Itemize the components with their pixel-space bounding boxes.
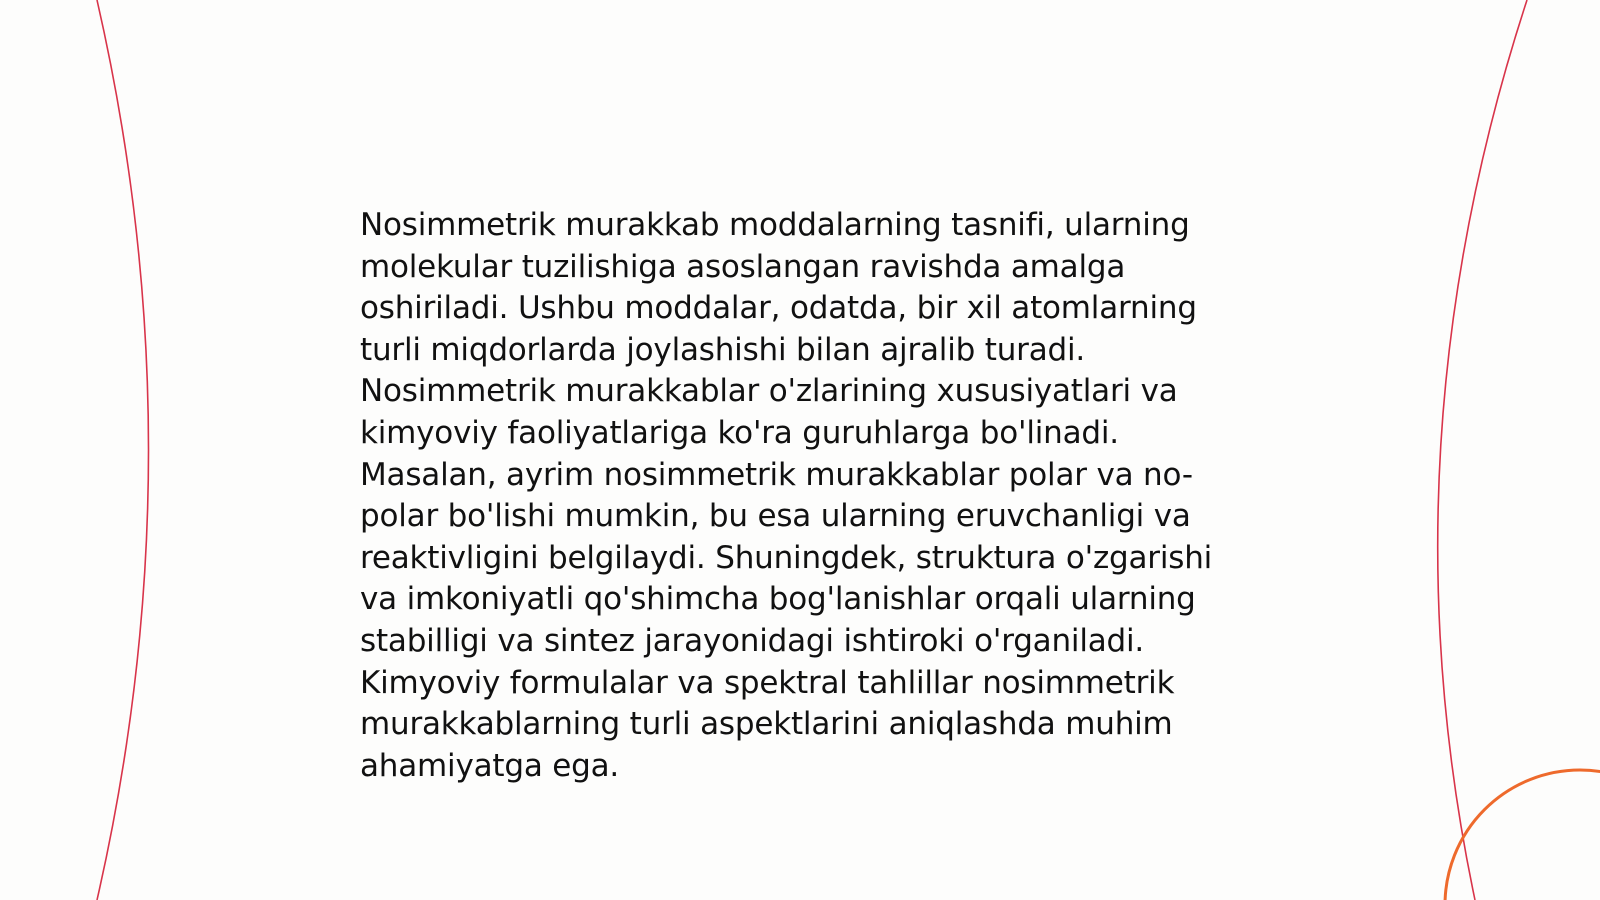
right-arc-line	[1438, 0, 1527, 900]
accent-circle	[1445, 770, 1600, 900]
slide-body-paragraph: Nosimmetrik murakkab moddalarning tasnifi, ularning molekular tuzilishiga asoslangan ravishda amalga oshiriladi. Ushbu moddalar, odatda, bir xil atomlarning turli miqdorlarda joylashishi bilan ajralib turadi. Nosimmetrik murakkablar o'zlarining xususiyatlari va kimyoviy faoliyatlariga ko'ra guruhlarga bo'linadi. Masalan, ayrim nosimmetrik murakkablar polar va no-polar bo'lishi mumkin, bu esa ularning eruvchanligi va reaktivligini belgilaydi. Shuningdek, struktura o'zgarishi va imkoniyatli qo'shimcha bog'lanishlar orqali ularning stabilligi va sintez jarayonidagi ishtiroki o'rganiladi. Kimyoviy formulalar va spektral tahlillar nosimmetrik murakkablarning turli aspektlarini aniqlashda muhim ahamiyatga ega.	[360, 207, 1213, 784]
left-arc-line	[97, 0, 149, 900]
